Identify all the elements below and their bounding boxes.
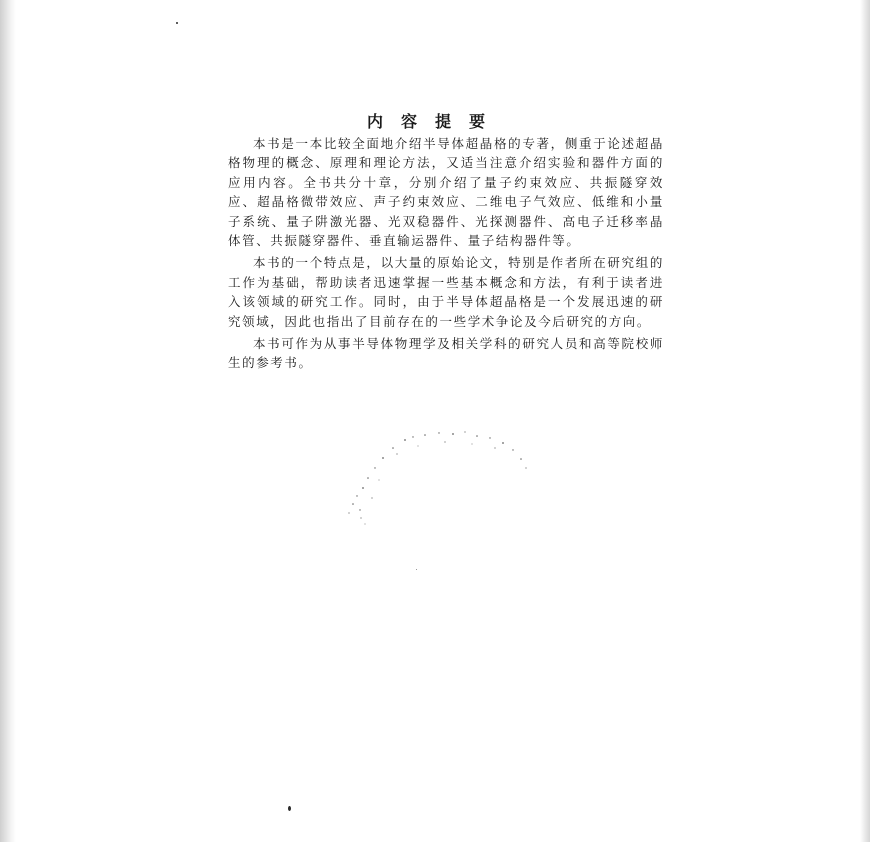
- scan-speck-bottom: [288, 806, 291, 811]
- scan-smudge: [335, 428, 540, 528]
- page-title: 内容提要: [366, 112, 503, 131]
- scan-speck-mid: [416, 569, 417, 570]
- summary-paragraph-1: 本书是一本比较全面地介绍半导体超晶格的专著，侧重于论述超晶格物理的概念、原理和理论方法，又适当注意介绍实验和器件方面的应用内容。全书共分十章，分别介绍了量子约束效应、共振隧穿效应、超晶格微带效应、声子约束效应、二维电子气效应、低维和小量子系统、量子阱激光器、光双稳器件、光探测器件、高电子迁移率晶体管、共振隧穿器件、垂直输运器件、量子结构器件等。: [228, 136, 664, 249]
- summary-paragraph-3: 本书可作为从事半导体物理学及相关学科的研究人员和高等院校师生的参考书。: [228, 336, 664, 371]
- scan-shadow-left: [0, 0, 16, 842]
- summary-paragraph-2: 本书的一个特点是，以大量的原始论文，特别是作者所在研究组的工作为基础，帮助读者迅速掌握一些基本概念和方法，有利于读者进入该领域的研究工作。同时，由于半导体超晶格是一个发展迅速的研究领域，因此也指出了目前存在的一些学术争论及今后研究的方向。: [228, 255, 664, 329]
- summary-body: [228, 134, 664, 376]
- scan-shadow-right: [860, 0, 870, 842]
- scan-speck-top: [176, 22, 178, 24]
